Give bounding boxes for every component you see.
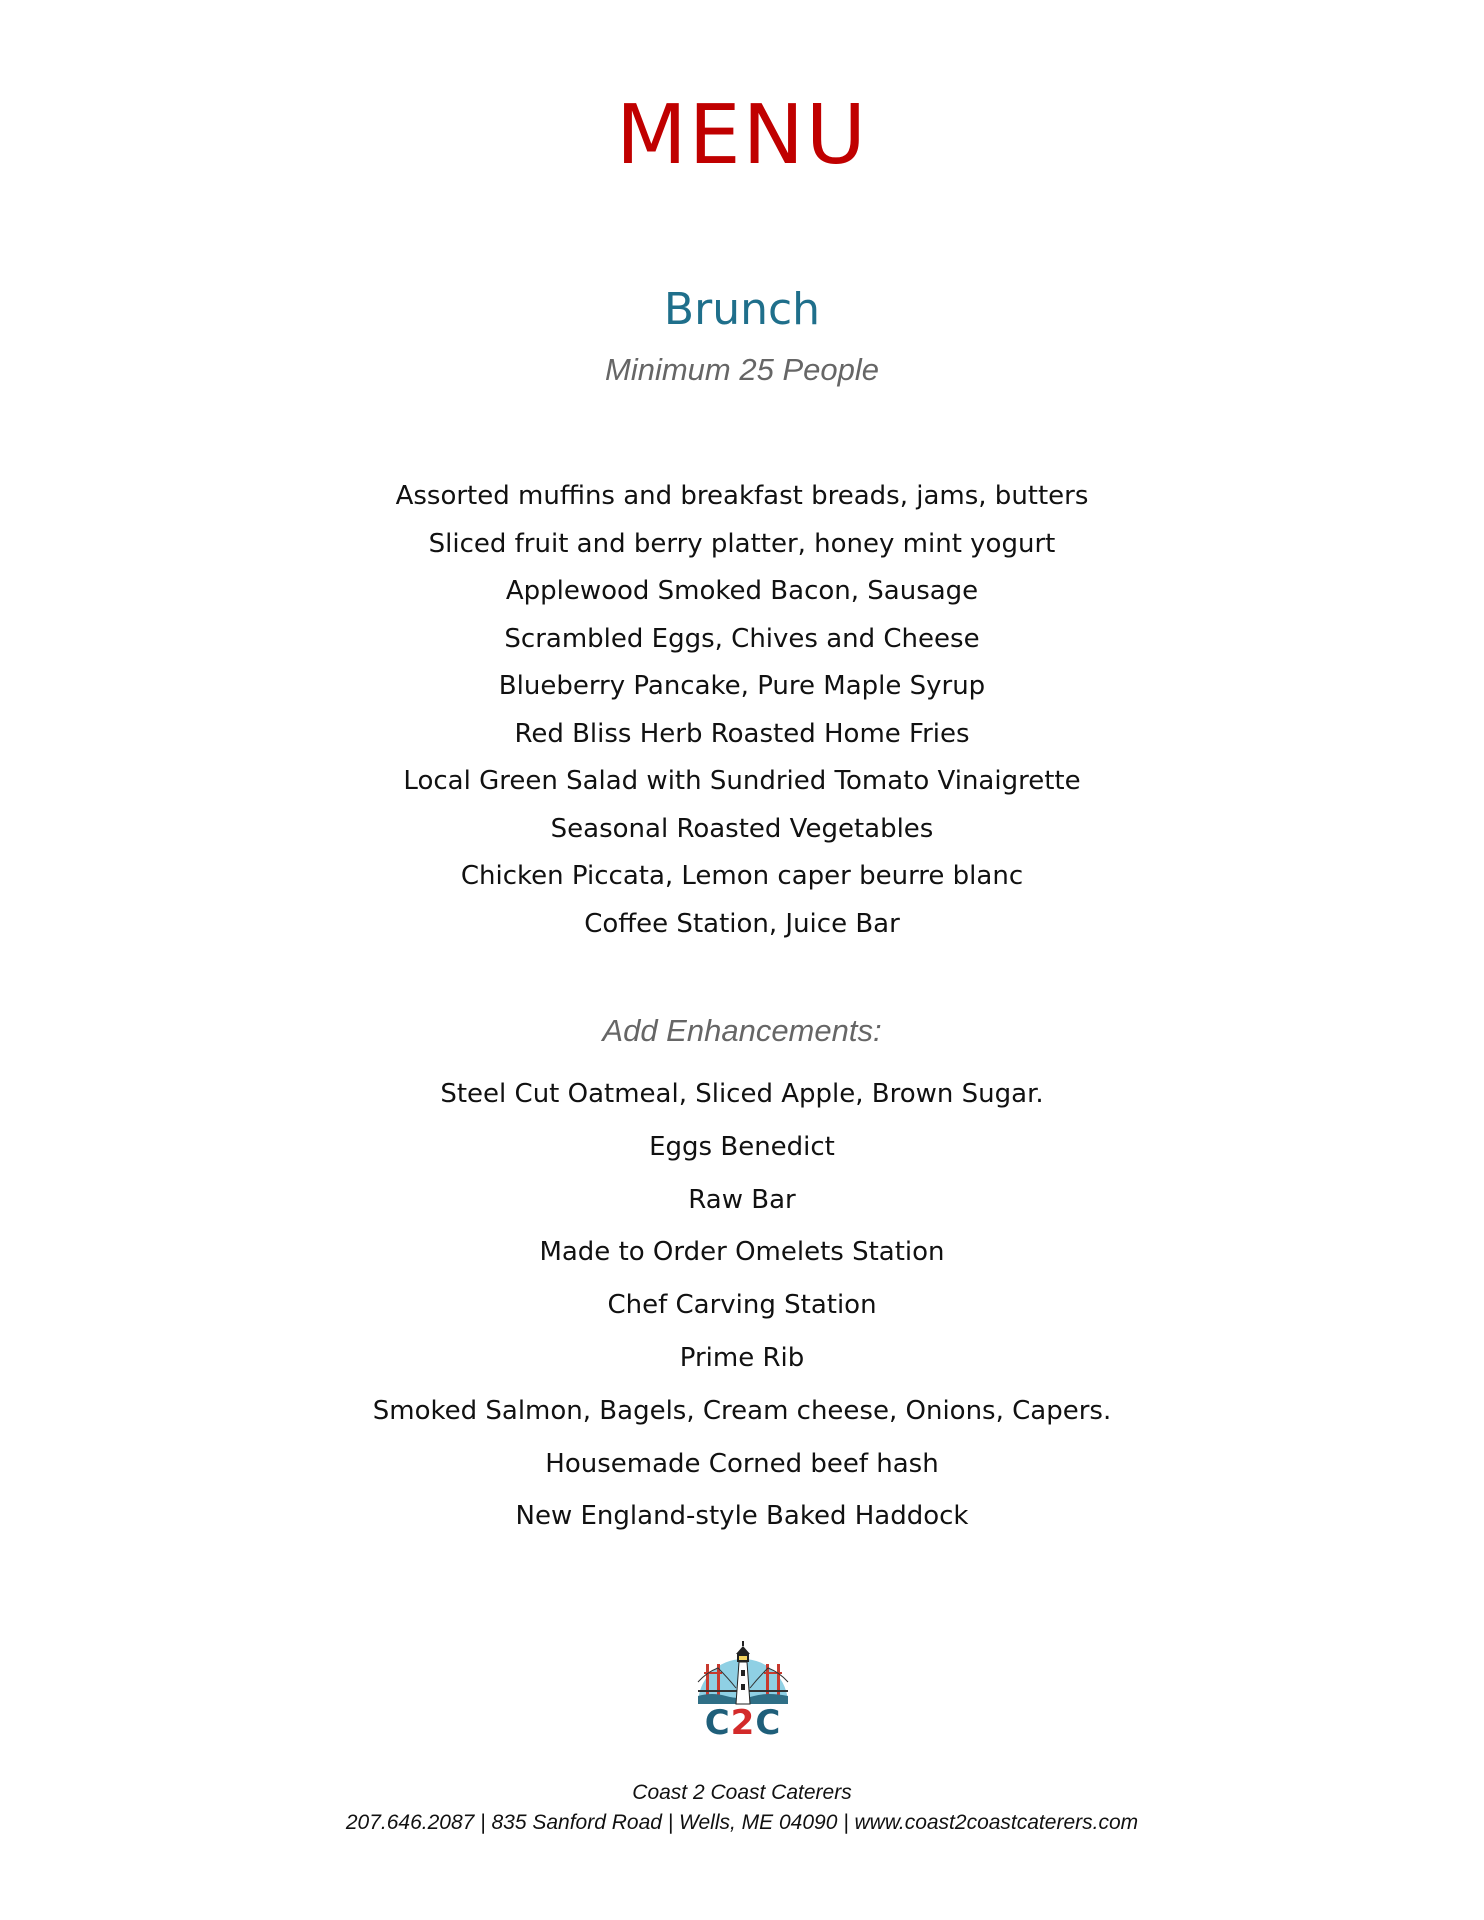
footer-contact-info: 207.646.2087 | 835 Sanford Road | Wells, ME 04090 | www.coast2coastcaterers.com [345, 1811, 1139, 1834]
enhancement-item: Smoked Salmon, Bagels, Cream cheese, Onions, Capers. [372, 1395, 1112, 1426]
logo-letter-c: C [704, 1703, 731, 1743]
enhancement-item: New England-style Baked Haddock [515, 1501, 969, 1532]
menu-item: Local Green Salad with Sundried Tomato Vinaigrette [403, 766, 1081, 796]
enhancement-item: Steel Cut Oatmeal, Sliced Apple, Brown Sugar. [440, 1079, 1044, 1109]
section-title: Brunch [663, 284, 821, 335]
enhancement-item: Housemade Corned beef hash [545, 1448, 939, 1479]
menu-item: Blueberry Pancake, Pure Maple Syrup [498, 671, 986, 701]
enhancement-item: Raw Bar [688, 1184, 796, 1215]
footer-company-name: Coast 2 Coast Caterers [632, 1781, 852, 1804]
menu-item: Applewood Smoked Bacon, Sausage [505, 576, 979, 606]
enhancements-title: Add Enhancements: [602, 1013, 882, 1048]
page-title: MENU [616, 88, 868, 183]
menu-item: Chicken Piccata, Lemon caper beurre blanc [460, 861, 1024, 891]
enhancement-item: Eggs Benedict [649, 1131, 835, 1162]
enhancement-list [0, 1074, 1484, 1549]
enhancement-item: Chef Carving Station [607, 1290, 877, 1321]
logo-letter-c: C [755, 1703, 782, 1743]
menu-item: Seasonal Roasted Vegetables [550, 813, 934, 844]
logo-wordmark [692, 1703, 794, 1743]
menu-item: Scrambled Eggs, Chives and Cheese [504, 623, 980, 654]
menu-item: Red Bliss Herb Roasted Home Fries [514, 718, 970, 749]
enhancement-item: Made to Order Omelets Station [539, 1237, 945, 1268]
menu-item: Coffee Station, Juice Bar [584, 908, 900, 939]
menu-item: Sliced fruit and berry platter, honey mint yogurt [428, 528, 1056, 559]
company-logo [692, 1638, 794, 1744]
logo-letter-2: 2 [730, 1703, 756, 1743]
enhancement-item: Prime Rib [679, 1342, 805, 1373]
section-subtitle: Minimum 25 People [605, 352, 879, 387]
menu-item: Assorted muffins and breakfast breads, jams, butters [395, 481, 1089, 511]
menu-item-list [0, 477, 1484, 952]
